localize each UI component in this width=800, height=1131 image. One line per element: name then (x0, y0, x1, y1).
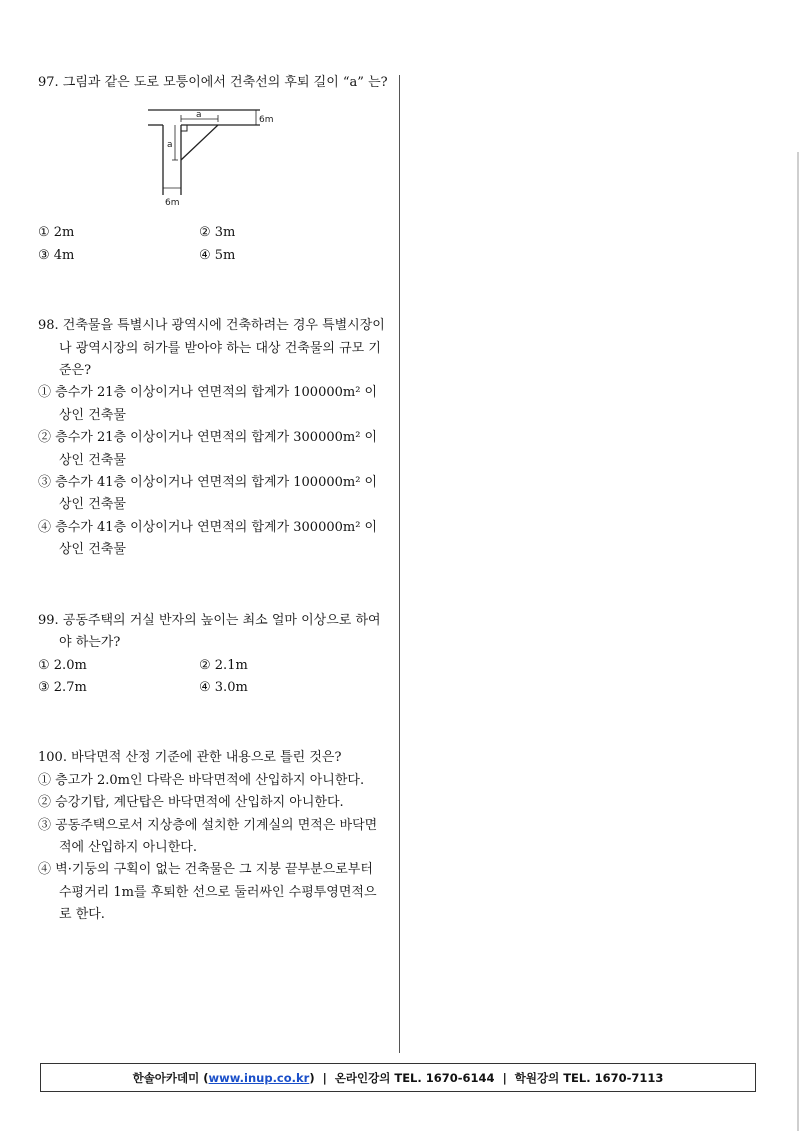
option[interactable]: ④ 5m (199, 247, 236, 263)
option[interactable]: ② 3m (199, 225, 236, 241)
question-97 (38, 72, 388, 267)
option[interactable]: ① 2m (38, 225, 75, 241)
option[interactable]: ① 층고가 2.0m인 다락은 바닥면적에 산입하지 아니한다. (38, 772, 365, 788)
question-97-title: 97. 그림과 같은 도로 모퉁이에서 건축선의 후퇴 길이 “a” 는? (38, 75, 388, 90)
right-angle-mark (181, 125, 187, 131)
page-edge-line (797, 152, 799, 1131)
column-divider (399, 75, 400, 1053)
label-a-side: a (167, 140, 173, 151)
question-99-title: 99. 공동주택의 거실 반자의 높이는 최소 얼마 이상으로 하여야 하는가? (38, 612, 381, 651)
road-corner-diagram (138, 100, 288, 218)
online-lecture-phone: 온라인강의 TEL. 1670-6144 (334, 1070, 495, 1085)
question-100-title: 100. 바닥면적 산정 기준에 관한 내용으로 틀린 것은? (38, 750, 342, 766)
offline-lecture-phone: 학원강의 TEL. 1670-7113 (514, 1070, 664, 1085)
academy-name: 한솔아카데미 (132, 1070, 200, 1085)
option[interactable]: ② 층수가 21층 이상이거나 연면적의 합계가 300000m² 이상인 건축물 (38, 430, 378, 468)
option[interactable]: ③ 2.7m (38, 679, 87, 695)
separator: | (502, 1070, 507, 1085)
question-98-title: 98. 건축물을 특별시나 광역시에 건축하려는 경우 특별시장이나 광역시장의 허가를 받아야 하는 대상 건축물의 규모 기준은? (38, 318, 385, 379)
label-6m-bottom: 6m (165, 198, 180, 209)
question-99 (38, 610, 388, 700)
option[interactable]: ② 2.1m (199, 657, 248, 673)
option[interactable]: ② 승강기탑, 계단탑은 바닥면적에 산입하지 아니한다. (38, 795, 344, 811)
option[interactable]: ③ 4m (38, 247, 75, 263)
question-99-options (38, 655, 388, 700)
option[interactable]: ④ 층수가 41층 이상이거나 연면적의 합계가 300000m² 이상인 건축물 (38, 519, 378, 558)
question-column (38, 72, 388, 927)
option[interactable]: ① 2.0m (38, 657, 87, 673)
option[interactable]: ③ 층수가 41층 이상이거나 연면적의 합계가 100000m² 이상인 건축물 (38, 475, 378, 513)
question-100 (38, 747, 388, 926)
option[interactable]: ④ 3.0m (199, 679, 248, 695)
question-97-options (38, 222, 388, 267)
question-98 (38, 315, 388, 561)
option[interactable]: ① 층수가 21층 이상이거나 연면적의 합계가 100000m² 이상인 건축물 (38, 385, 378, 423)
academy-link[interactable]: www.inup.co.kr (208, 1070, 310, 1085)
label-6m-top: 6m (259, 115, 274, 126)
page-footer: 한솔아카데미 ( www.inup.co.kr ) | 온라인강의 TEL. 1670-6144 | 학원강의 TEL. 1670-7113 (40, 1063, 756, 1092)
option[interactable]: ③ 공동주택으로서 지상층에 설치한 기계실의 면적은 바닥면적에 산입하지 아니한다. (38, 817, 378, 855)
option[interactable]: ④ 벽·기둥의 구획이 없는 건축물은 그 지붕 끝부분으로부터 수평거리 1m를 후퇴한 선으로 둘러싸인 수평투영면적으로 한다. (38, 862, 377, 923)
separator: | (322, 1070, 327, 1085)
label-a-top: a (196, 110, 202, 121)
